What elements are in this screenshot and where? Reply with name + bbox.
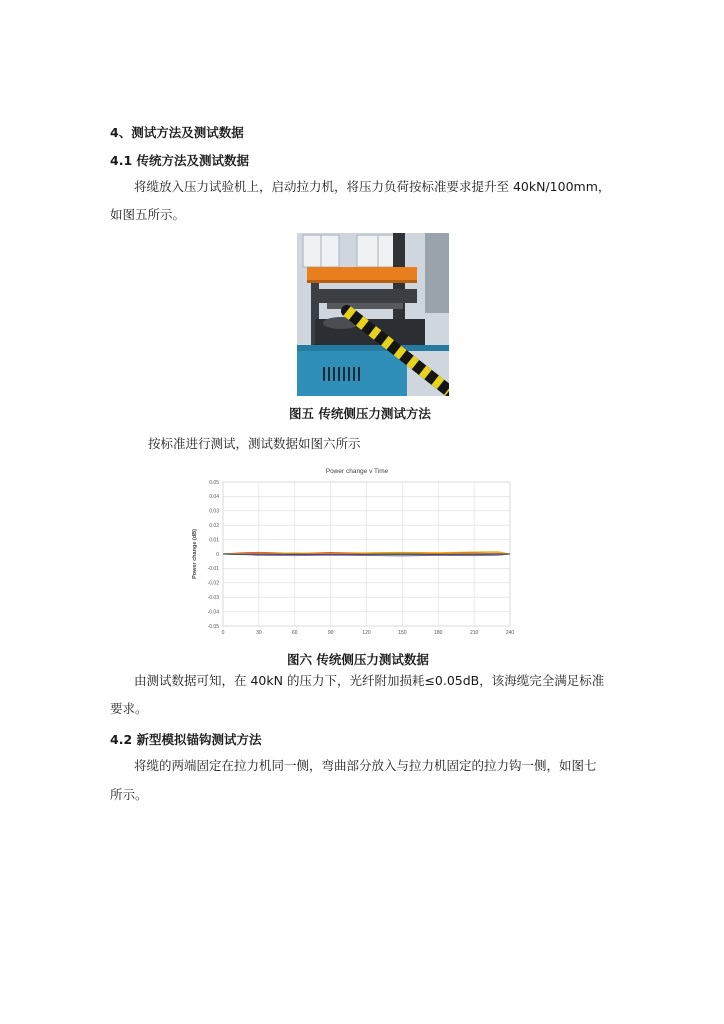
chart-x-tick-label: 210 bbox=[469, 630, 479, 636]
figure-5-caption: 图五 传统侧压力测试方法 bbox=[289, 406, 431, 421]
chart-y-tick-label: 0.04 bbox=[209, 494, 219, 501]
chart-y-tick-label: -0.01 bbox=[207, 566, 219, 573]
figure-6-chart bbox=[186, 462, 518, 640]
paragraph-4-line-2: 所示。 bbox=[110, 787, 148, 802]
paragraph-1-line-1: 将缆放入压力试验机上，启动拉力机，将压力负荷按标准要求提升至 40kN/100mm， bbox=[134, 179, 611, 194]
figure-5-photo bbox=[297, 233, 449, 396]
chart-y-tick-label: -0.02 bbox=[207, 580, 219, 587]
section-4-2-heading: 4.2 新型模拟锚钩测试方法 bbox=[110, 732, 262, 747]
chart-series-line-8 bbox=[223, 554, 510, 555]
chart-x-tick-label: 180 bbox=[434, 630, 443, 636]
chart-y-tick-label: 0.05 bbox=[209, 479, 219, 486]
chart-x-tick-label: 0 bbox=[221, 630, 225, 636]
paragraph-4-line-1: 将缆的两端固定在拉力机同一侧，弯曲部分放入与拉力机固定的拉力钩一侧，如图七 bbox=[134, 758, 597, 773]
chart-y-tick-label: -0.05 bbox=[207, 623, 219, 630]
paragraph-3-line-1: 由测试数据可知，在 40kN 的压力下，光纤附加损耗≤0.05dB，该海缆完全满足标准 bbox=[134, 673, 605, 688]
chart-y-tick-label: 0.02 bbox=[209, 523, 219, 529]
paragraph-2: 按标准进行测试，测试数据如图六所示 bbox=[148, 436, 361, 451]
chart-x-tick-label: 30 bbox=[256, 630, 262, 636]
chart-y-tick-label: 0.03 bbox=[209, 508, 219, 515]
chart-y-tick-label: -0.04 bbox=[207, 609, 219, 616]
section-4-1-heading: 4.1 传统方法及测试数据 bbox=[110, 153, 249, 168]
paragraph-1-line-2: 如图五所示。 bbox=[110, 207, 186, 222]
paragraph-3-line-2: 要求。 bbox=[110, 701, 148, 716]
chart-y-tick-label: 0 bbox=[216, 551, 219, 558]
chart-x-tick-label: 150 bbox=[398, 630, 407, 636]
section-4-heading: 4、测试方法及测试数据 bbox=[110, 125, 244, 140]
figure-6-caption: 图六 传统侧压力测试数据 bbox=[287, 652, 429, 667]
chart-x-tick-label: 240 bbox=[505, 630, 515, 636]
chart-x-tick-label: 60 bbox=[291, 630, 298, 636]
chart-y-tick-label: -0.03 bbox=[207, 595, 219, 601]
chart-series-group bbox=[223, 552, 510, 556]
chart-y-axis-label: Power change (dB) bbox=[192, 529, 198, 579]
chart-x-tick-label: 120 bbox=[362, 630, 371, 636]
chart-x-tick-label: 90 bbox=[327, 630, 334, 636]
chart-y-tick-label: 0.01 bbox=[209, 537, 219, 544]
chart-title: Power change v Time bbox=[325, 468, 389, 475]
